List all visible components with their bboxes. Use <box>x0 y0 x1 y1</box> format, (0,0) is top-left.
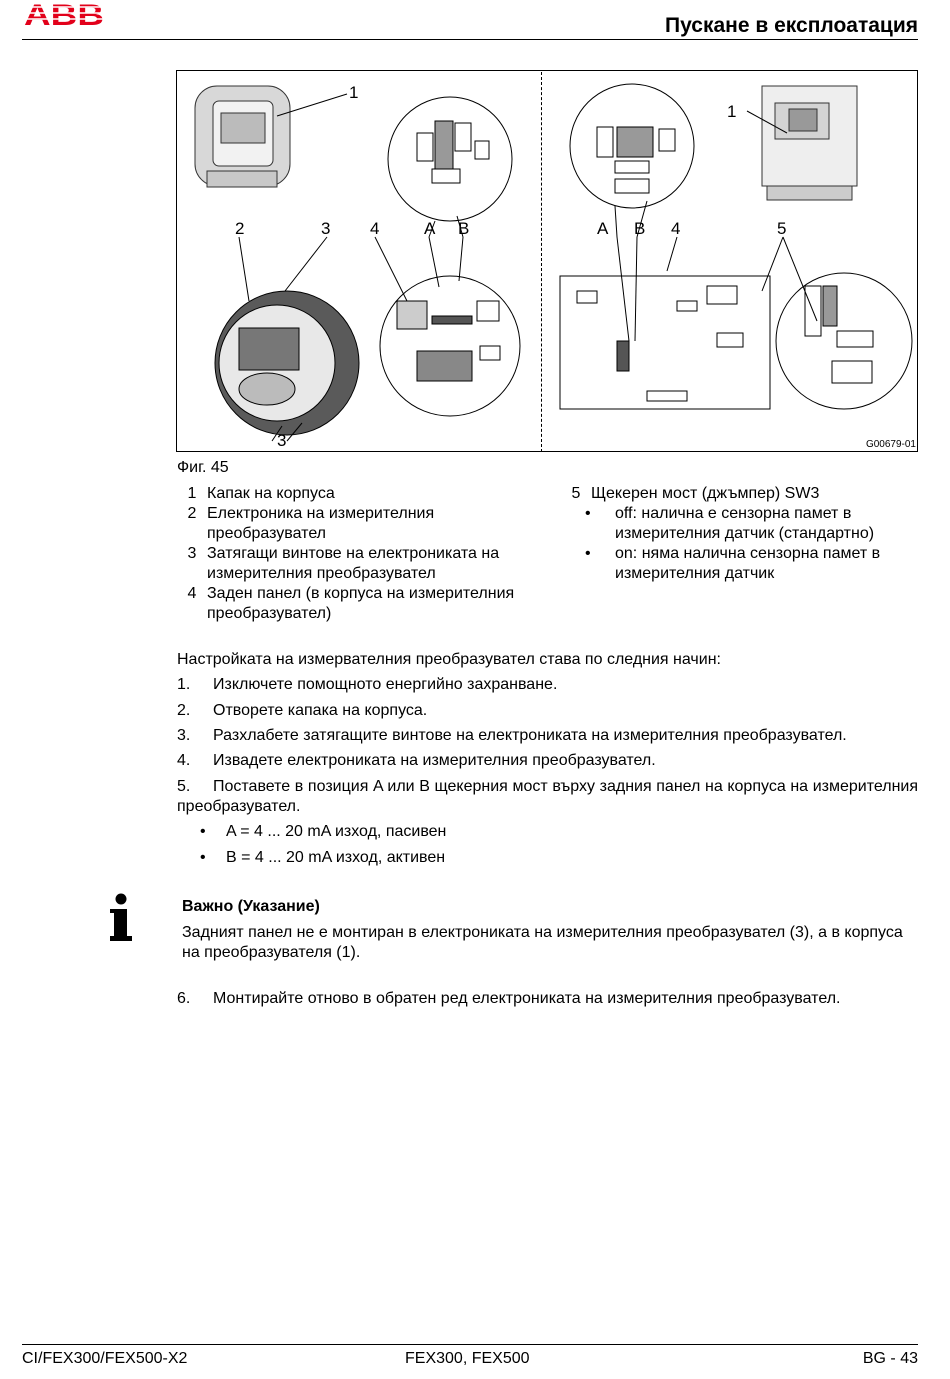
note-title: Важно (Указание) <box>182 898 320 915</box>
legend-item: 3 Затягащи винтове на електрониката на измерителния преобразувател <box>187 545 500 582</box>
housing-photo <box>195 86 290 187</box>
step-item: 5. Поставете в позиция A или B щекерния мост върху задния панел на корпуса на измерителния преобразувател. <box>177 778 918 815</box>
info-icon <box>110 893 132 943</box>
figure-label-b-right: B <box>634 219 646 238</box>
step-item: 3. Разхлабете затягащите винтове на електрониката на измерителния преобразувател. <box>177 727 847 744</box>
legend-item: 5 Щекерен мост (джъмпер) SW3 <box>571 485 820 502</box>
figure-label-3-bottom: 3 <box>277 431 287 450</box>
legend-right <box>561 484 921 584</box>
footer-document-id: CI/FEX300/FEX500-X2 <box>22 1350 188 1367</box>
figure-label-2: 2 <box>235 219 245 238</box>
bullet-item: • B = 4 ... 20 mA изход, активен <box>200 849 446 866</box>
back-panel-right <box>560 276 770 409</box>
step-item: 4. Извадете електрониката на измерителния преобразувател. <box>177 752 656 769</box>
figure-label-3: 3 <box>321 219 331 238</box>
figure-label-a-right: A <box>597 219 609 238</box>
figure-label-1: 1 <box>349 83 359 102</box>
bullet-item: • A = 4 ... 20 mA изход, пасивен <box>200 823 447 840</box>
jumper-detail-left <box>388 97 512 221</box>
header-divider <box>22 39 918 40</box>
figure-caption: Фиг. 45 <box>177 459 229 476</box>
page-title: Пускане в експлоатация <box>665 14 918 37</box>
step-item: 2. Отворете капака на корпуса. <box>177 702 428 719</box>
sw3-detail <box>776 273 912 409</box>
figure-label-b-left: B <box>458 219 470 238</box>
figure-label-4: 4 <box>370 219 380 238</box>
note-text: Задният панел не е монтиран в електрониката на измерителния преобразувател (3), а в корпуса на преобразувателя (1). <box>182 924 903 961</box>
svg-text:ABB: ABB <box>24 0 104 30</box>
figure-label-5: 5 <box>777 219 787 238</box>
footer-page-number: BG - 43 <box>862 1350 918 1367</box>
footer-product: FEX300, FEX500 <box>405 1350 530 1367</box>
back-panel-left <box>380 276 520 416</box>
figure-label-a-left: A <box>424 219 436 238</box>
legend-item: 4 Заден панел (в корпуса на измерителния преобразувател) <box>187 585 515 622</box>
jumper-detail-right <box>570 84 694 208</box>
transmitter-photo <box>762 86 857 200</box>
abb-logo <box>22 0 106 30</box>
figure-label-4-right: 4 <box>671 219 681 238</box>
installation-figure <box>177 71 917 451</box>
figure-label-1-right: 1 <box>727 102 737 121</box>
step-item: 1. Изключете помощното енергийно захранване. <box>177 676 558 693</box>
footer-divider <box>22 1344 918 1345</box>
legend-subitem: • on: няма налична сензорна памет в измерителния датчик <box>585 545 881 582</box>
legend-item: 1 Капак на корпуса <box>187 485 335 502</box>
legend-item: 2 Електроника на измерителния преобразувател <box>187 505 435 542</box>
legend-left <box>177 484 517 624</box>
legend-subitem: • off: налична е сензорна памет в измерителния датчик (стандартно) <box>585 505 875 542</box>
intro-paragraph: Настройката на измервателния преобразувател става по следния начин: <box>177 651 721 668</box>
step-item: 6. Монтирайте отново в обратен ред електрониката на измерителния преобразувател. <box>177 990 841 1007</box>
display-electronics <box>215 291 359 435</box>
figure-code: G00679-01 <box>865 439 916 450</box>
